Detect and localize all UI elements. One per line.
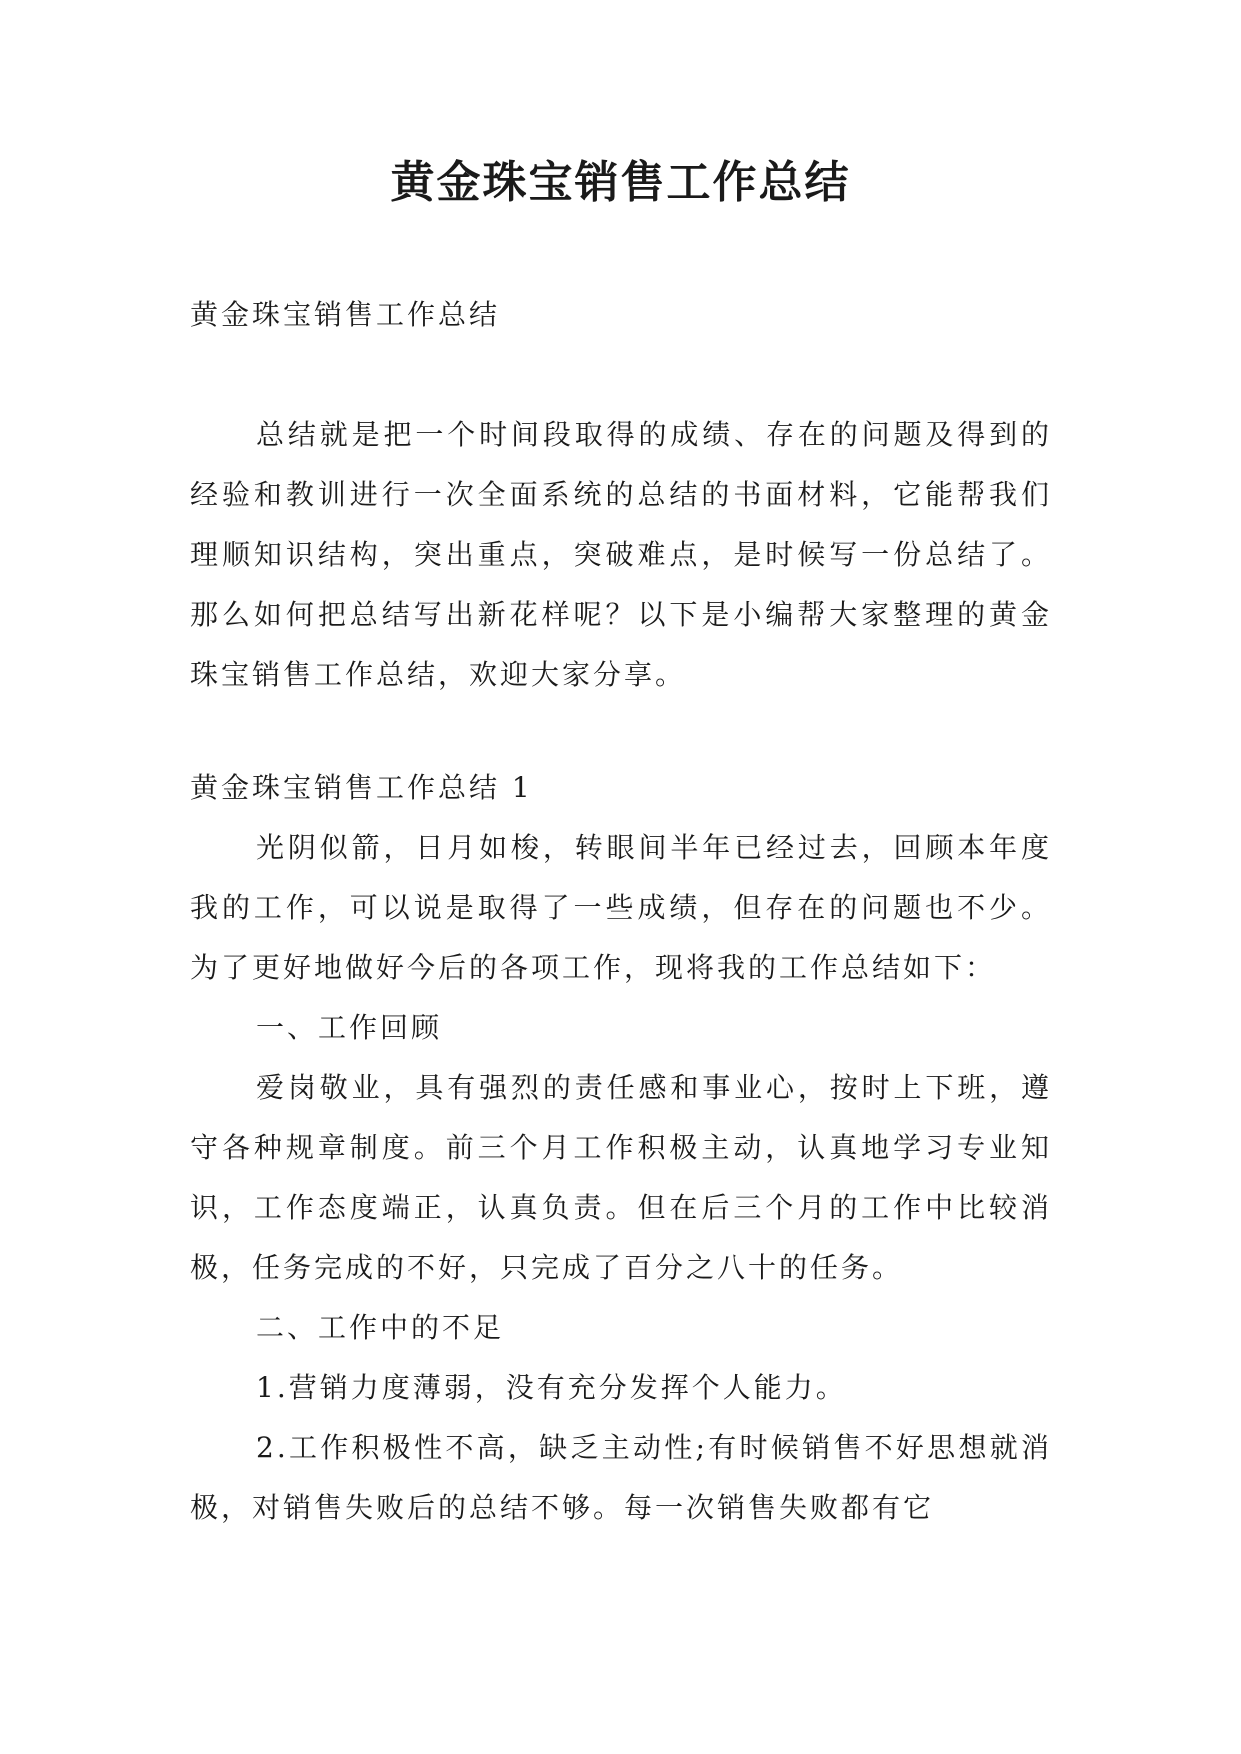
document-subtitle: 黄金珠宝销售工作总结 bbox=[190, 298, 501, 331]
shortcoming-point-1: 1.营销力度薄弱，没有充分发挥个人能力。 bbox=[256, 1371, 847, 1404]
document-body bbox=[190, 285, 1052, 1538]
shortcomings-heading: 二、工作中的不足 bbox=[256, 1311, 505, 1344]
spacer bbox=[190, 345, 1052, 405]
document-title: 黄金珠宝销售工作总结 bbox=[390, 157, 851, 208]
intro-paragraph: 总结就是把一个时间段取得的成绩、存在的问题及得到的经验和教训进行一次全面系统的总结的书面材料，它能帮我们理顺知识结构，突出重点，突破难点，是时候写一份总结了。那么如何把总结写出新花样呢？以下是小编帮大家整理的黄金珠宝销售工作总结，欢迎大家分享。 bbox=[190, 418, 1052, 691]
shortcoming-point-2: 2.工作积极性不高，缺乏主动性;有时候销售不好思想就消极，对销售失败后的总结不够。每一次销售失败都有它 bbox=[190, 1431, 1052, 1524]
review-paragraph: 爱岗敬业，具有强烈的责任感和事业心，按时上下班，遵守各种规章制度。前三个月工作积极主动，认真地学习专业知识，工作态度端正，认真负责。但在后三个月的工作中比较消极，任务完成的不好，只完成了百分之八十的任务。 bbox=[190, 1071, 1052, 1284]
section-heading: 黄金珠宝销售工作总结 1 bbox=[190, 771, 533, 804]
opening-paragraph: 光阴似箭，日月如梭，转眼间半年已经过去，回顾本年度我的工作，可以说是取得了一些成绩，但存在的问题也不少。为了更好地做好今后的各项工作，现将我的工作总结如下： bbox=[190, 831, 1052, 984]
review-heading: 一、工作回顾 bbox=[256, 1011, 443, 1044]
spacer bbox=[190, 705, 1052, 758]
